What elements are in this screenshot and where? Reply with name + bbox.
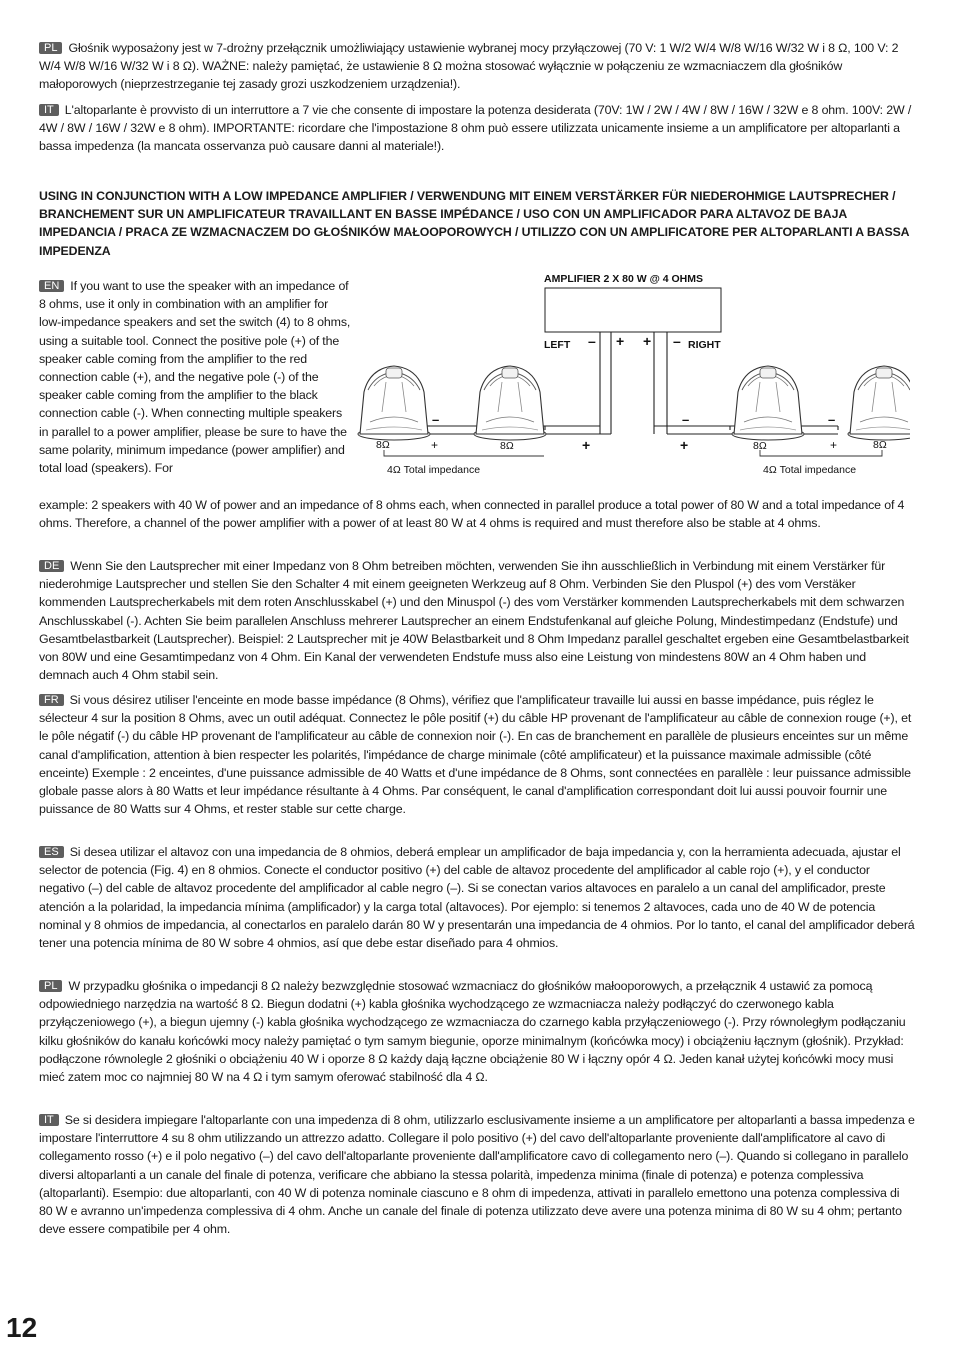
page-number: 12 xyxy=(6,1312,38,1343)
language-badge-it: IT xyxy=(39,104,59,116)
language-badge-en: EN xyxy=(39,280,64,292)
intro-text-pl: Głośnik wyposażony jest w 7-drożny przełącznik umożliwiający ustawienie wybranej mocy przyłączowej (70 V: 1 W/2 W/4 W/8 W/16 W/32 W i 8 Ω, 100 V: 2 W/4 W/8 W/16 W/32 W i 8 Ω). WAŻNE: należy pamiętać, że ustawienie 8 Ω można stosować wyłącznie w połączeniu ze wzmacniaczem dla głośników małoporowych (nieprzestrzeganie tej zasady grozi uszkodzeniem urządzenia!). xyxy=(39,41,899,92)
amp-terminal-right-minus: – xyxy=(673,333,681,349)
language-badge-pl-2: PL xyxy=(39,980,62,992)
total-impedance-right: 4Ω Total impedance xyxy=(763,464,857,476)
paragraph-text-en-1: If you want to use the speaker with an impedance of 8 ohms, use it only in combination with an amplifier for low-impedance speakers and set the switch (4) to 8 ohms, using a suitable tool. Connect the positive pole (+) of the speaker cable coming from the amplifier to the red connection cable (+), and the negative pole (-) of the speaker cable coming from the amplifier to the black connection cable (-). When connecting multiple speakers in parallel to a power amplifier, please be sure to have the same polarity, minimum impedance (power amplifier) and total load (speakers). For xyxy=(39,279,351,476)
paragraph-text-es: Si desea utilizar el altavoz con una impedancia de 8 ohmios, deberá emplear un amplificador de baja impedancia y, con la herramienta adecuada, ajustar el selector de potencia (Fig. 4) en 8 ohmios. Conecte el conductor positivo (+) del cable de altavoz procedente del amplificador al cable rojo (+), y el conductor negativo (–) del cable de altavoz procedente del amplificador al cable negro (–). Si se conectan varios altavoces en paralelo a un canal del amplificador, preste atención a la polaridad, la impedancia mínima (amplificador) y la carga total (altavoces). Por ejemplo: si tenemos 2 altavoces, cada uno de 40 W de potencia nominal y 8 ohmios de impedancia, al conectarlos en paralelo darán 80 W y presentarán una impedancia de 4 ohmios. Por lo tanto, el canal del amplificador deberá tener una potencia mínima de 80 W sobre 4 ohmios, así que debe estar diseñado para 4 ohmios. xyxy=(39,845,915,951)
intro-text-it: L'altoparlante è provvisto di un interruttore a 7 vie che consente di impostare la potenza desiderata (70V: 1W / 2W / 4W / 8W / 16W / 32W e 8 ohm. 100V: 2W / 4W / 8W / 16W / 32W e 8 ohm). IMPORTANTE: ricordare che l'impostazione 8 ohm può essere utilizzata unicamente insieme a un amplificatore per altoparlanti a bassa impedenza (la mancata osservanza può causare danni al materiale!). xyxy=(39,103,912,154)
wire-left-minus: – xyxy=(432,412,440,427)
paragraph-pl xyxy=(39,977,915,1086)
paragraph-en-part1 xyxy=(39,277,351,477)
right-channel-label: RIGHT xyxy=(688,339,721,351)
language-badge-de: DE xyxy=(39,560,64,572)
bracket-left xyxy=(384,450,544,456)
impedance-label-3: 8Ω xyxy=(753,440,767,452)
paragraph-text-pl: W przypadku głośnika o impedancji 8 Ω należy bezwzględnie stosować wzmacniacz do głośników małooporowych, a przełącznik 4 ustawić za pomocą odpowiedniego narzędzia na wartość 8 Ω. Biegun dodatni (+) kabla głośnika wychodzącego ze wzmacniacza należy podłączyć do czerwonego kabla przyłączeniowego (+), a biegun ujemny (-) kabla głośnika wychodzącego ze wzmacniacza do czarnego kabla przyłączeniowego (-). Przy równoległym podłączaniu kilku głośników do kanału końcówki mocy należy pamiętać o tym samym biegunie, oporze minimalnym (końcówka mocy) i obciążeniu łącznym (głośnik). Przykład: podłączone równolegle 2 głośniki o obciążeniu 40 W i oporze 8 Ω każdy dają łączne obciążenie 80 W i łączny opór 4 Ω. Jeden kanał użytej końcówki mocy musi mieć zatem moc co najmniej 80 W na 4 Ω i tym samym oferować stabilność dla 4 Ω. xyxy=(39,979,906,1085)
speaker-2 xyxy=(474,366,546,440)
amp-terminal-left-plus: + xyxy=(616,333,625,349)
left-channel-label: LEFT xyxy=(544,339,571,351)
section-heading: USING IN CONJUNCTION WITH A LOW IMPEDANCE AMPLIFIER / VERWENDUNG MIT EINEM VERSTÄRKER FÜR NIEDEROHMIGE LAUTSPRECHER / BRANCHEMENT SUR UN AMPLIFICATEUR TRAVAILLANT EN BASSE IMPÉDANCE / USO CON UN AMPLIFICADOR PARA ALTAVOZ DE BAJA IMPEDANCIA / PRACA ZE WZMACNACZEM DO GŁOŚNIKÓW MAŁOOPOROWYCH / UTILIZZO CON UN AMPLIFICATORE PER ALTOPARLANTI A BASSA IMPEDENZA xyxy=(39,189,909,258)
impedance-label-1: 8Ω xyxy=(376,439,390,451)
wire-right-plus: + xyxy=(830,438,838,452)
paragraph-en-part2: example: 2 speakers with 40 W of power and an impedance of 8 ohms each, when connected in parallel produce a total power of 80 W and a total impedance of 4 ohms. Therefore, a channel of the power amplifier with a power of at least 80 W at 4 ohms is required and must therefore also be stable at 4 ohms. xyxy=(39,498,905,531)
language-badge-it-2: IT xyxy=(39,1114,59,1126)
wire-left-plus: + xyxy=(431,438,439,452)
amplifier-box xyxy=(545,288,721,332)
intro-paragraph-pl xyxy=(39,39,915,94)
wiring-diagram xyxy=(350,262,910,482)
amp-terminal-right-plus: + xyxy=(643,333,652,349)
speaker-4 xyxy=(848,366,910,440)
paragraph-text-de: Wenn Sie den Lautsprecher mit einer Impedanz von 8 Ohm betreiben möchten, verwenden Sie ihn ausschließlich in Verbindung mit einem Verstärker für niederohmige Lautsprecher und stellen Sie den Schalter 4 mit einem geeigneten Werkzeug auf 8 Ohm. Verbinden Sie den Pluspol (+) des vom Verstäker kommenden Lautsprecherkabels mit dem roten Anschlusskabel (+) und den Minuspol (-) des vom Verstärker kommenden Lautsprecherkabels mit dem schwarzen Anschlusskabel (-). Achten Sie beim parallelen Anschluss mehrerer Lautsprecher an einem Endstufenkanal auf gleiche Polung, Mindestimpedanz (Endstufe) und Gesamtbelastbarkeit (Lautsprecher). Beispiel: 2 Lautsprecher mit je 40W Belastbarkeit und 8 Ohm Impedanz parallel geschaltet ergeben eine Gesamtbelastbarkeit von 80W und eine Gesamtimpedanz von 4 Ohm. Ein Kanal der verwendeten Endstufe muss also eine Leistung von mindestens 80W an 4 Ohm haben und demnach auch 4 Ohm stabil sein. xyxy=(39,559,909,683)
paragraph-fr xyxy=(39,691,915,818)
paragraph-de xyxy=(39,557,915,684)
impedance-label-4: 8Ω xyxy=(873,439,887,451)
bracket-right xyxy=(760,450,882,456)
speaker-1 xyxy=(358,366,430,440)
paragraph-es xyxy=(39,843,915,952)
language-badge-fr: FR xyxy=(39,694,64,706)
language-badge-pl: PL xyxy=(39,42,62,54)
wire-left-amp-plus: + xyxy=(582,437,591,453)
paragraph-text-fr: Si vous désirez utiliser l'enceinte en mode basse impédance (8 Ohms), vérifiez que l'amplificateur travaille lui aussi en basse impédance, puis réglez le sélecteur 4 sur la position 8 Ohms, avec un outil adéquat. Connectez le pôle positif (+) du câble HP provenant de l'amplificateur au câble de connexion rouge (+), et le pôle négatif (-) du câble HP provenant de l'amplificateur au câble de connexion noir (-). En cas de branchement en parallèle de plusieurs enceintes sur un même canal d'amplification, attention à bien respecter les polarités, l'impédance de charge minimale (côté amplificateur) et la puissance maximale admissible (côté enceinte) Exemple : 2 enceintes, d'une puissance admissible de 40 Watts et d'une impédance de 8 Ohms, sont connectées en parallèle : leur puissance admissible globale passe alors à 80 Watts et leur impédance résultante à 4 Ohms. Par conséquent, le canal d'amplification correspondant doit lui aussi pouvoir fournir une puissance de 80 Watts sur 4 Ohms, et rester stable sur cette charge. xyxy=(39,693,912,817)
intro-paragraph-it xyxy=(39,101,915,156)
language-badge-es: ES xyxy=(39,846,64,858)
impedance-label-2: 8Ω xyxy=(500,440,514,452)
amp-terminal-left-minus: – xyxy=(588,333,596,349)
wire-right-minus: – xyxy=(682,412,690,427)
amplifier-label: AMPLIFIER 2 X 80 W @ 4 OHMS xyxy=(544,273,704,285)
speaker-3 xyxy=(732,366,804,440)
paragraph-text-it: Se si desidera impiegare l'altoparlante con una impedenza di 8 ohm, utilizzarlo esclusivamente insieme a un amplificatore per altoparlanti a bassa impedenza e impostare l'interruttore 4 su 8 ohm utilizzando un attrezzo adatto. Collegare il polo positivo (+) del cavo dell'altoparlante proveniente dall'amplificatore al cavo di collegamento rosso (+) e il polo negativo (–) del cavo dell'altoparlante proveniente dall'amplificatore cavo di collegamento nero (–). Quando si collegano in parallelo diversi altoparlanti a un canale del finale di potenza, verificare che abbiano la stessa polarità, impedenza minima (finale di potenza) e potenza complessiva (altoparlanti). Esempio: due altoparlanti, con 40 W di potenza nominale ciascuno e 8 ohm di impedenza, attivati in parallelo emettono una potenza complessiva di 80 W e avranno un'impedenza complessiva di 4 ohm. Anche un canale del finale di potenza utilizzato deve avere una potenza minima di 80 W su 4 ohm; pertanto deve essere compatibile per 4 ohm. xyxy=(39,1113,915,1237)
wire-right-minus-2: – xyxy=(828,412,836,427)
paragraph-it xyxy=(39,1111,915,1238)
wire-right-amp-plus: + xyxy=(680,437,689,453)
total-impedance-left: 4Ω Total impedance xyxy=(387,464,481,476)
